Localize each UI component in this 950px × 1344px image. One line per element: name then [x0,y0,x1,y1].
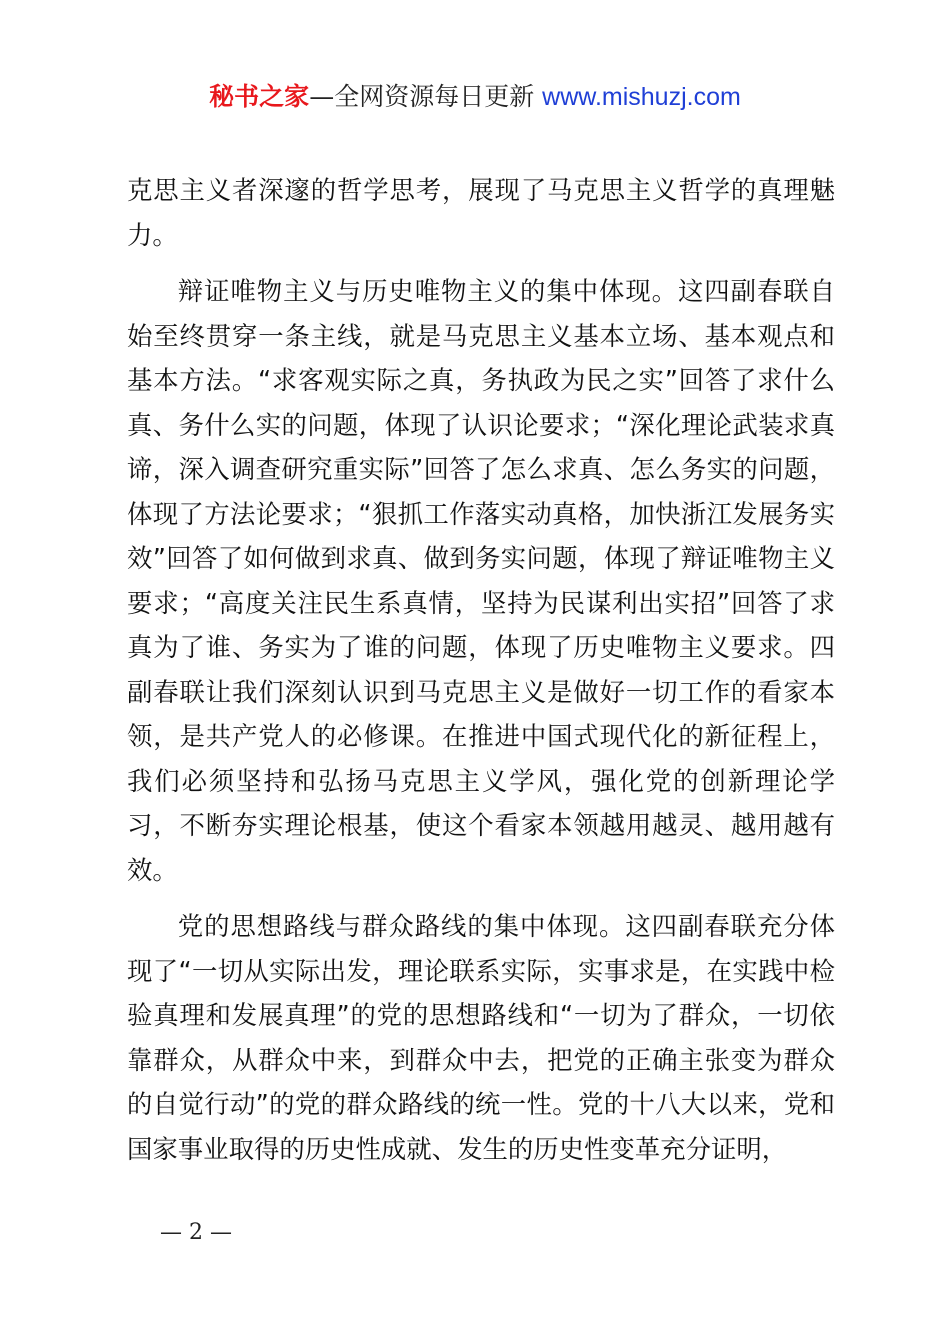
site-url-link[interactable]: www.mishuzj.com [542,83,741,111]
document-body [127,168,835,1183]
brand-name: 秘书之家 [209,82,310,111]
header-tagline: —全网资源每日更新 [309,82,535,111]
paragraph-continuation: 克思主义者深邃的哲学思考，展现了马克思主义哲学的真理魅力。 [127,175,835,250]
page-number: — 2 — [160,1220,232,1245]
paragraph-party-lines: 党的思想路线与群众路线的集中体现。这四副春联充分体现了“一切从实际出发，理论联系实际，实事求是，在实践中检验真理和发展真理”的党的思想路线和“一切为了群众，一切依靠群众，从群众中来，到群众中去，把党的正确主张变为群众的自觉行动”的党的群众路线的统一性。党的十八大以来，党和国家事业取得的历史性成就、发生的历史性变革充分证明， [127,911,835,1164]
paragraph-dialectical-materialism: 辩证唯物主义与历史唯物主义的集中体现。这四副春联自始至终贯穿一条主线，就是马克思主义基本立场、基本观点和基本方法。“求客观实际之真，务执政为民之实”回答了求什么真、务什么实的问题，体现了认识论要求；“深化理论武装求真谛，深入调查研究重实际”回答了怎么求真、怎么务实的问题，体现了方法论要求；“狠抓工作落实动真格，加快浙江发展务实效”回答了如何做到求真、做到务实问题，体现了辩证唯物主义要求；“高度关注民生系真情，坚持为民谋利出实招”回答了求真为了谁、务实为了谁的问题，体现了历史唯物主义要求。四副春联让我们深刻认识到马克思主义是做好一切工作的看家本领，是共产党人的必修课。在推进中国式现代化的新征程上，我们必须坚持和弘扬马克思主义学风，强化党的创新理论学习，不断夯实理论根基，使这个看家本领越用越灵、越用越有效。 [127,276,835,885]
site-header [0,80,950,114]
